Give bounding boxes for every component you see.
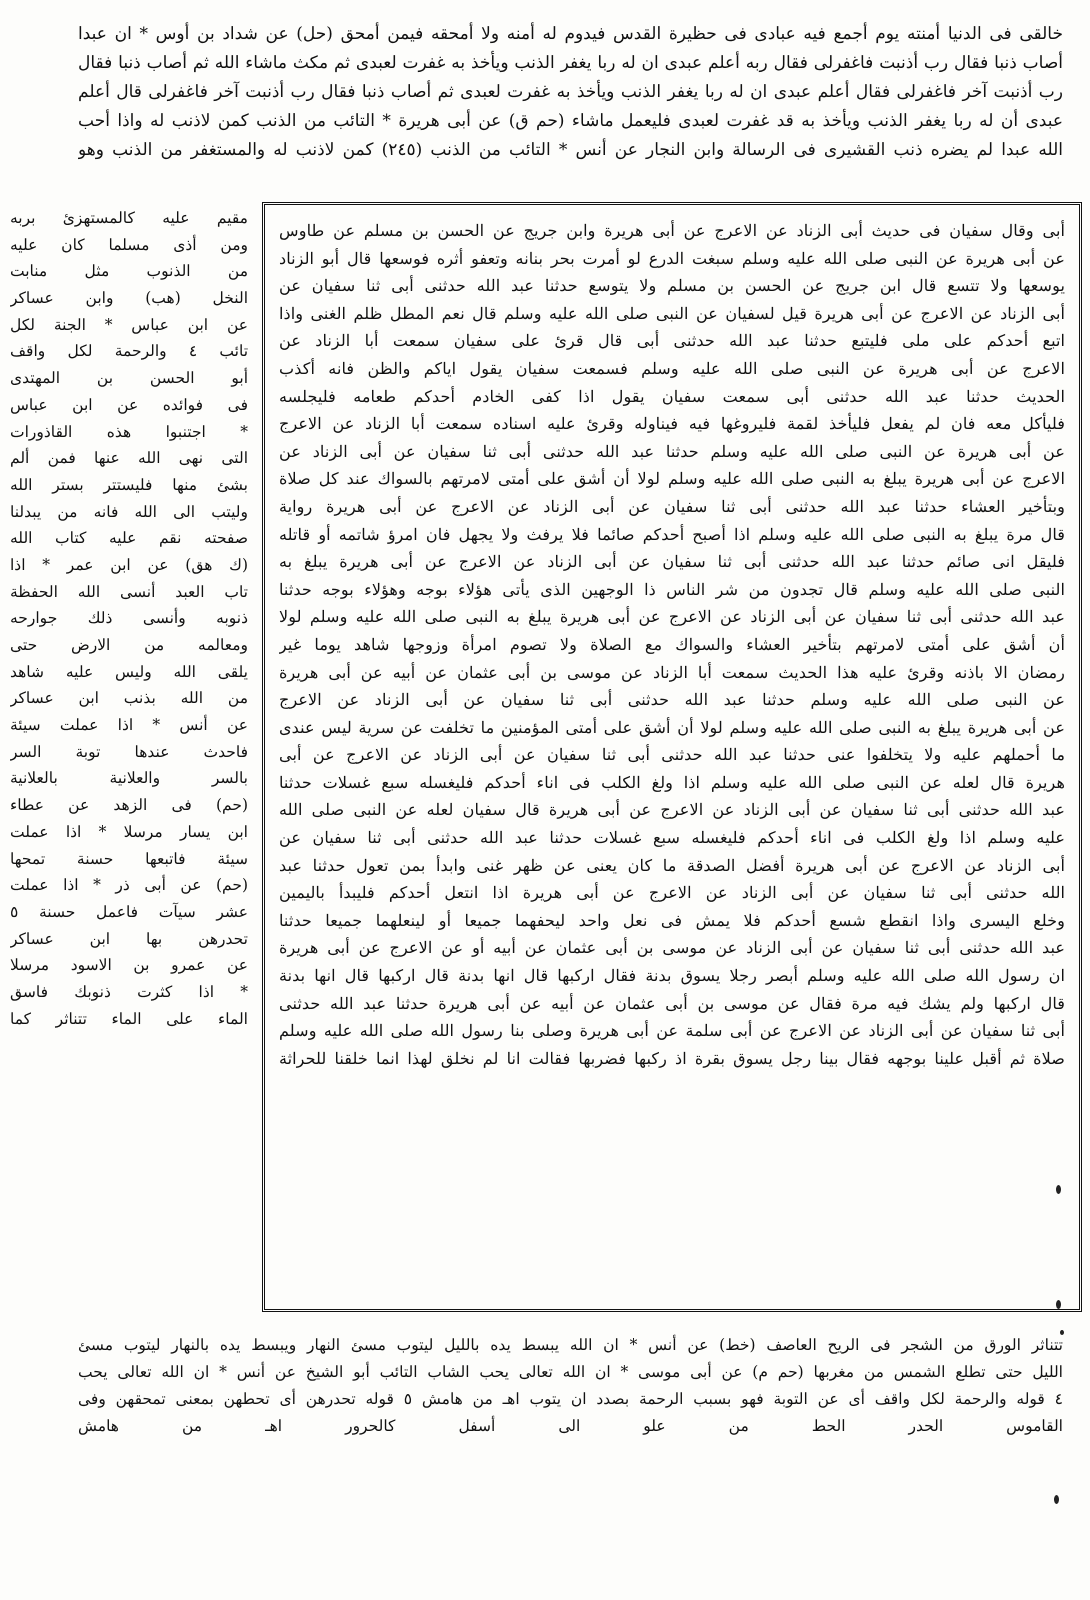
main-text-line: وخلع اليسرى واذا انقطع شسع أحدكم فلا يمش فى نعل واحد ليحفهما جميعا أو لينعلهما جميعا حدثنا — [279, 910, 1065, 930]
side-text-line: بشئ منها فليستتر بستر الله — [10, 475, 248, 494]
footnote-line: تتناثر الورق من الشجر فى الريح العاصف (خط) عن أنس * ان الله يبسط يده بالليل ليتوب مسئ النهار ويبسط يده بالنهار ليتوب مسئ — [78, 1336, 1063, 1354]
side-text-line: سيئة فاتبعها حسنة تمحها — [10, 849, 248, 868]
side-text-line: فاحدث عندها توبة السر — [10, 742, 248, 761]
side-text-line: النخل (هب) وابن عساكر — [10, 289, 248, 308]
side-text-line: عن أنس * اذا عملت سيئة — [10, 716, 248, 735]
main-text-line: عبد الله حدثنى أبى ثنا سفيان عن أبى الزناد عن موسى بن أبى عثمان عن أبيه أو عن الاعرج عن أبى هريرة — [279, 938, 1065, 958]
main-text-line: عليه وسلم اذا ولغ الكلب فى اناء أحدكم فليغسله سبع غسلات حدثنا عبد الله حدثنى أبى ثنا سفيان عن — [279, 828, 1065, 848]
margin-dot — [1056, 1185, 1061, 1194]
main-text-line: أن أشق على أمتى لامرتهم بتأخير العشاء والسواك مع الصلاة ولا تصوم امرأة وزوجها شاهد يوما غير — [279, 634, 1065, 654]
side-text-line: عن ابن عباس * الجنة لكل — [10, 315, 248, 334]
main-text-line: عن أبى هريرة يبلغ به النبى صلى الله عليه وسلم لولا أن أشق على أمتى المؤمنين ما تخلفت عن سرية ليس عندى — [279, 717, 1065, 737]
main-text-line: قال اركبها ولم يشك فيه مرة فقال عن موسى بن أبى عثمان عن أبيه عن أبى هريرة حدثنا عبد الله حدثنى — [279, 993, 1065, 1013]
top-text-line: الله عبدا لم يضره ذنب القشيرى فى الرسالة وابن النجار عن أنس * التائب من الذنب (٢٤٥) كمن لاذنب له والمستغفر من الذنب وهو — [78, 140, 1063, 160]
footnote-line: الليل حتى تطلع الشمس من مغربها (حم م) عن أبى موسى * ان الله تعالى يحب الشاب التائب أبو الشيخ عن أنس * ان الله تعالى يحب — [78, 1363, 1063, 1381]
top-text-block — [78, 20, 1063, 165]
main-text-line: فليأكل معه فان لم يفعل فليأخذ لقمة فليروغها فيه فيناوله وقرئ عليه اسناده سمعت أبا الزناد عن الاعرج — [279, 414, 1065, 434]
main-text-line: الحديث حدثنا عبد الله حدثنى أبى سمعت سفيان يقول اذا كفى الخادم أحدكم طعامه فليجلسه — [279, 386, 1065, 406]
side-text-line: تاب العبد أنسى الله الحفظة — [10, 582, 248, 601]
side-text-line: من الذنوب مثل منابت — [10, 262, 248, 281]
main-text-line: عن النبى صلى الله عليه وسلم حدثنا عبد الله حدثنى أبى ثنا سفيان عن أبى الزناد عن الاعرج — [279, 690, 1065, 710]
side-text-line: فى فوائده عن ابن عباس — [10, 395, 248, 414]
main-text-line: أبى وقال سفيان فى حديث أبى الزناد عن الاعرج عن أبى هريرة وابن جريج عن الحسن بن مسلم عن طاوس — [279, 221, 1065, 240]
footnote-line: القاموس الحدر الحط من علو الى أسفل كالحرور اهـ من هامش — [78, 1417, 1063, 1435]
main-text-line: يوسعها ولا تتسع قال ابن جريج عن الحسن بن مسلم ولا يتوسع حدثنا عبد الله حدثنى أبى ثنا سفيان عن — [279, 276, 1065, 296]
footnote-line: ٤ قوله والرحمة لكل واقف أى عن التوبة فهو بسبب الرحمة بصدد ان يتوب اهـ من هامش ٥ قوله تحدرهن أى تحطهن بمعنى تمحقهن وفى — [78, 1390, 1063, 1408]
side-text-line: بالسر والعلانية بالعلانية — [10, 769, 248, 788]
side-text-line: ابن يسار مرسلا * اذا عملت — [10, 822, 248, 841]
main-text-line: هريرة قال لعله عن النبى صلى الله عليه وسلم اذا ولغ الكلب فى اناء أحدكم فليغسله سبع غسلات حدثنا — [279, 772, 1065, 792]
main-text-line: الاعرج عن أبى هريرة عن النبى صلى الله عليه وسلم فسمعت سفيان يقول اياكم والظن فانه أكذب — [279, 358, 1065, 378]
margin-dot — [1056, 1300, 1061, 1309]
main-text-line: عبد الله حدثنى أبى ثنا سفيان عن أبى الزناد عن الاعرج عن أبى هريرة قال سفيان لعله عن النبى صلى الله — [279, 800, 1065, 820]
footnotes-block — [78, 1332, 1063, 1440]
main-text-line: النبى صلى الله عليه وسلم قال تجدون من شر الناس ذا الوجهين الذى يأتى هؤلاء بوجه وهؤلاء بوجه حدثنا — [279, 579, 1065, 599]
main-text-line: أبى ثنا سفيان عن أبى الزناد عن الاعرج عن أبى سلمة عن أبى هريرة وصلى بنا رسول الله صلى الله عليه وسلم — [279, 1021, 1065, 1041]
main-text-line: عن أبى هريرة عن النبى صلى الله عليه وسلم سبغت الدرع لو أمرت بحر بنانه وتعفو أثره فوسعها قال أبو الزناد — [279, 248, 1065, 268]
side-text-line: ذنوبه وأنسى ذلك جوارحه — [10, 609, 248, 628]
side-text-line: تحدرهن بها ابن عساكر — [10, 929, 248, 948]
main-text-line: فليقل انى صائم حدثنا عبد الله حدثنى أبى ثنا سفيان عن أبى الزناد عن الاعرج عن أبى هريرة يبلغ به — [279, 552, 1065, 572]
main-text-line: ان رسول الله صلى الله عليه وسلم أبصر رجلا يسوق بدنة فقال اركبها قال انها بدنة قال اركبها قال انها بدنة — [279, 966, 1065, 986]
main-text-line: قال مرة يبلغ به النبى صلى الله عليه وسلم اذا أصبح أحدكم صائما فلا يرفث ولا يجهل فان امرؤ شاتمه أو قاتله — [279, 524, 1065, 544]
side-text-line: عشر سيآت فاعمل حسنة ٥ — [10, 902, 248, 921]
side-text-line: (حم) عن أبى ذر * اذا عملت — [10, 876, 248, 895]
side-text-line: صفحته نقم عليه كتاب الله — [10, 529, 248, 548]
top-text-line: خالقى فى الدنيا أمنته يوم أجمع فيه عبادى فى حظيرة القدس فيدوم له أمنه ولا أمحقه فيمن أمحق (حل) عن شداد بن أوس * ان عبدا — [78, 24, 1063, 44]
main-text-line: اتبع أحدكم على ملى فليتبع حدثنا عبد الله حدثنى أبى قال قرئ على سفيان سمعت أبا الزناد عن — [279, 331, 1065, 351]
side-text-line: * اجتنبوا هذه القاذورات — [10, 422, 248, 441]
side-text-line: ومعالمه من الارض حتى — [10, 636, 248, 654]
main-text-line: أبى الزناد عن الاعرج عن أبى هريرة أفضل الصدقة ما كان يعنى عن ظهر غنى وابدأ بمن تعول حدثنا عبد — [279, 855, 1065, 875]
side-text-line: وليتب الى الله فانه من يبدلنا — [10, 502, 248, 521]
main-text-line: الاعرج عن أبى هريرة يبلغ به النبى صلى الله عليه وسلم لولا أن أشق على أمتى لامرتهم بالسواك عند كل صلاة — [279, 469, 1065, 489]
side-text-line: ومن أذى مسلما كان عليه — [10, 235, 248, 254]
main-text-line: رمضان الا باذنه وقرئ عليه هذا الحديث سمعت أبا الزناد عن موسى بن أبى عثمان عن أبيه عن أبى هريرة — [279, 662, 1065, 682]
top-text-line: عبدى أن له ربا يغفر الذنب ويأخذ به قد غفرت لعبدى فليعمل ماشاء (حم ق) عن أبى هريرة * التائب من الذنب كمن لاذنب له واذا أحب — [78, 111, 1063, 131]
top-text-line: رب أذنبت آخر فاغفرلى فقال أعلم عبدى ان له ربا يغفر الذنب ويأخذ به غفرت لعبدى ثم أصاب ذنبا فقال رب أذنبت آخر فاغفرلى قال أعلم — [78, 82, 1063, 102]
side-column — [0, 205, 248, 1032]
top-text-line: أصاب ذنبا فقال رب أذنبت فاغفرلى فقال ربه أعلم عبدى ان له ربا يغفر الذنب ويأخذ به غفرت لعبدى ثم مكث ماشاء الله ثم أصاب ذنبا فقال — [78, 53, 1063, 73]
side-text-line: مقيم عليه كالمستهزئ بربه — [10, 209, 248, 227]
side-text-line: يلقى الله وليس عليه شاهد — [10, 662, 248, 681]
side-text-line: التى نهى الله عنها فمن ألم — [10, 449, 248, 468]
side-text-line: من الله بذنب ابن عساكر — [10, 689, 248, 708]
side-text-line: عن عمرو بن الاسود مرسلا — [10, 956, 248, 975]
main-text-line: وبتأخير العشاء حدثنا عبد الله حدثنى أبى ثنا سفيان عن أبى الزناد عن الاعرج عن أبى هريرة رواية — [279, 496, 1065, 516]
side-text-line: (ك هق) عن ابن عمر * اذا — [10, 555, 248, 574]
main-text-line: صلاة ثم أقبل علينا بوجهه فقال بينا رجل يسوق بقرة اذ ركبها فضربها فقالت انا لم نخلق لهذا انما خلقنا للحراثة — [279, 1048, 1065, 1068]
side-text-line: (حم) فى الزهد عن عطاء — [10, 796, 248, 815]
main-text-line: أبى الزناد عن الاعرج عن أبى هريرة قيل لسفيان عن النبى صلى الله عليه وسلم قال نعم المطل ظلم الغنى واذا — [279, 303, 1065, 323]
main-text-line: عبد الله حدثنى أبى ثنا سفيان عن أبى الزناد عن الاعرج عن أبى هريرة يبلغ به النبى صلى الله عليه وسلم لولا — [279, 607, 1065, 627]
side-text-line: الماء على الماء تتناثر كما — [10, 1009, 248, 1028]
main-text-box — [262, 202, 1082, 1312]
main-text-line: الله حدثنى أبى ثنا سفيان عن أبى الزناد عن الاعرج عن أبى هريرة اذا انتعل أحدكم فليبدأ باليمين — [279, 883, 1065, 903]
margin-dot — [1060, 1330, 1064, 1335]
main-text-line: عن أبى هريرة عن النبى صلى الله عليه وسلم حدثنا عبد الله حدثنى أبى ثنا سفيان عن أبى الزناد عن — [279, 441, 1065, 461]
side-text-line: تائب ٤ والرحمة لكل واقف — [10, 342, 248, 361]
side-text-line: * اذا كثرت ذنوبك فاسق — [10, 982, 248, 1001]
main-text-line: ما أحملهم عليه ولا يتخلفوا عنى حدثنا عبد الله حدثنى أبى ثنا سفيان عن أبى الزناد عن الاعرج عن أبى — [279, 745, 1065, 765]
side-text-line: أبو الحسن بن المهتدى — [10, 369, 248, 388]
margin-dot — [1054, 1495, 1059, 1504]
